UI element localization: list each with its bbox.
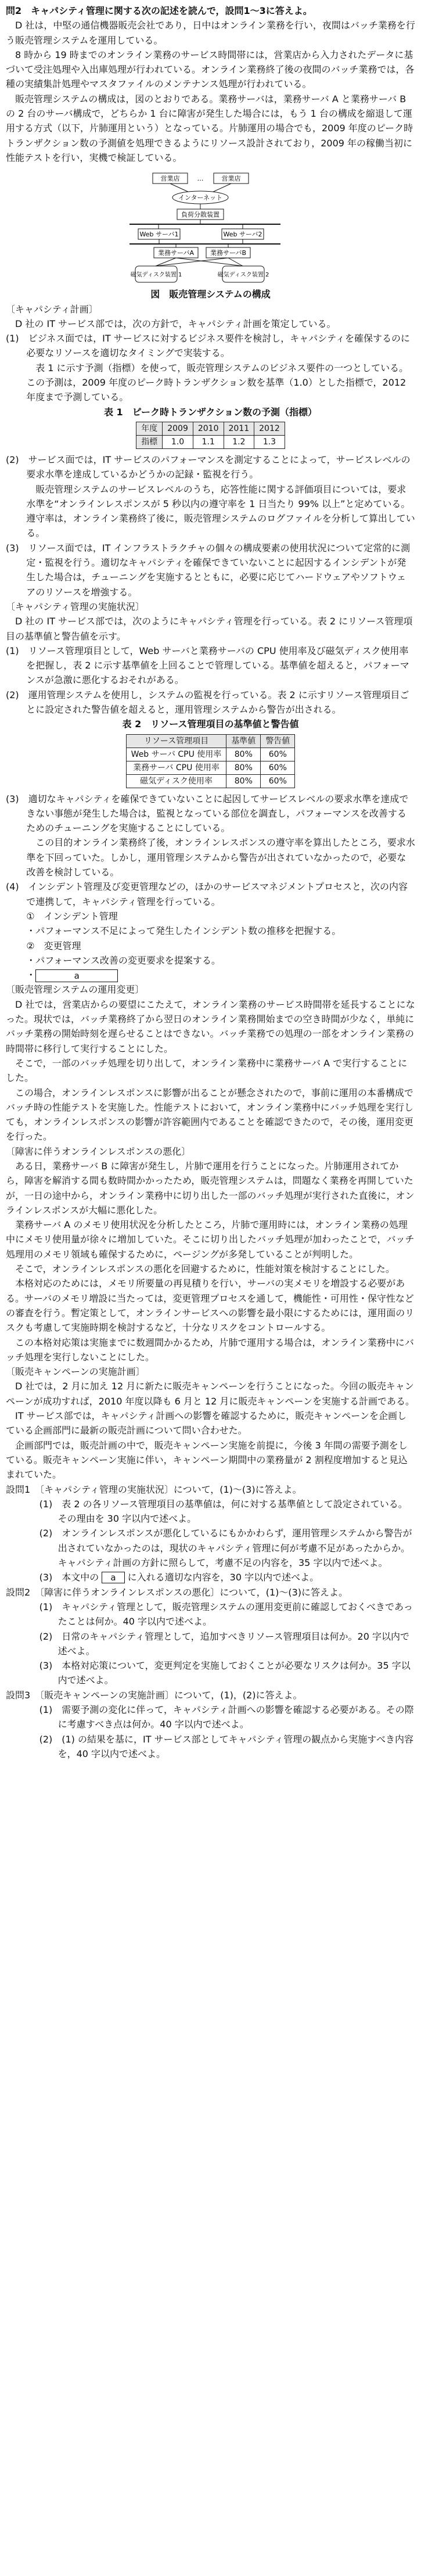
- app-server-box: [206, 247, 250, 258]
- branch-box: [153, 173, 188, 184]
- body-text: 本格対応のためには，メモリ所要量の再見積りを行い，サーバの実メモリを増設する必要がある。サーバのメモリ増設に当たっては，変更管理プロセスを通して，機能性・可用性・保守性などの審査を行う。暫定策として，オンラインサービスへの影響を最小限にするためには，運用面のリスクも考慮して実施時期を検討するなど，十分なリスクをコントロールする。: [6, 1278, 415, 1334]
- table-header-cell: 基準値: [226, 734, 261, 748]
- body-text: この場合，オンラインレスポンスに影響が出ることが懸念されたので，事前に運用の本番構成でバッチ時の性能テストを実施した。性能テストにおいて，オンライン業務中にバッチ処理を実行しても，オンラインレスポンスの影響が許容範囲内であることを確認できたので，その後，運用変更を行った。: [6, 1087, 413, 1143]
- table-row: [126, 748, 295, 761]
- table-row: [126, 774, 295, 788]
- body-text: 業務サーバ A のメモリ使用状況を分析したところ，片肺で運用時には，オンライン業務の処理中にメモリ使用量が徐々に増加していた。そこに切り出したバッチ処理が加わったことで，バッチ処理用のメモリ領域も確保するために，ページングが多発していることが判明した。: [6, 1219, 415, 1260]
- load-balancer-label: 負荷分散装置: [181, 211, 220, 219]
- bullet-mark: ・: [26, 969, 36, 981]
- intro-paragraph: D 社は，中堅の通信機器販売会社であり，日中はオンライン業務を行い，夜間はバッチ業務を行う販売管理システムを運用している。: [6, 20, 415, 46]
- table-cell: 60%: [261, 774, 295, 788]
- section-heading: 〔販売管理システムの運用変更〕: [6, 984, 145, 996]
- body-text: 表 1 に示す予測（指標）を使って，販売管理システムのビジネス要件の一つとしている。この予測は，2009 年度のピーク時トランザクション数を基準（1.0）とした指標で，2012 年度まで予測している。: [26, 362, 409, 403]
- list-item: (2) 運用管理システムを使用し，システムの監視を行っている。表 2 に示すリソース管理項目ごとに設定された警告値を超えると，運用管理システムから警告が出される。: [6, 689, 409, 715]
- table-cell: 80%: [226, 748, 261, 761]
- ellipsis-label: …: [197, 175, 203, 183]
- resource-table: [126, 734, 296, 788]
- figure-caption: 図 販売管理システムの構成: [150, 289, 271, 300]
- body-text: IT サービス部では，キャパシティ計画への影響を確認するために，販売キャンペーンを企画している企画部門に最新の販売計画について問い合わせた。: [6, 1410, 406, 1436]
- section-heading: 〔キャパシティ計画〕: [6, 303, 98, 315]
- table-cell: 80%: [226, 774, 261, 788]
- branch-label: 営業店: [221, 175, 240, 183]
- internet-cloud: [172, 191, 228, 204]
- disk-cylinder: [130, 266, 182, 282]
- web-server-label: Web サーバ1: [139, 231, 178, 239]
- table-cell: 1.0: [163, 435, 193, 448]
- table-header-cell: 2011: [224, 422, 254, 435]
- question-text: に入れる適切な内容を，30 字以内で述べよ。: [127, 1572, 319, 1583]
- table-header-cell: 2009: [163, 422, 193, 435]
- section-heading: 〔キャパシティ管理の実施状況〕: [6, 601, 145, 612]
- body-text: そこで，オンラインレスポンスの悪化を回避するために，性能対策を検討することにした。: [15, 1263, 395, 1275]
- system-diagram: [6, 170, 415, 286]
- question-item: [6, 1570, 415, 1585]
- app-server-label: 業務サーバB: [210, 249, 246, 257]
- web-server-box: [222, 229, 264, 239]
- table-cell: 60%: [261, 761, 295, 774]
- list-item: (3) 適切なキャパシティを確保できていないことに起因してサービスレベルの要求水準を達成できない事態が発生した場合は，監視となっている部位を調査し，パフォーマンスを改善するためのチューニングを実施することにしている。: [6, 793, 409, 834]
- table-row: [126, 761, 295, 774]
- table-cell: 1.3: [254, 435, 285, 448]
- body-text: この本格対応策は実施までに数週間かかるため，片肺で運用する場合は，オンライン業務中にバッチ処理を実行しないことにした。: [6, 1336, 414, 1363]
- body-text: そこで，一部のバッチ処理を切り出して，オンライン業務中に業務サーバ A で実行することにした。: [6, 1057, 408, 1084]
- question-item: (2) オンラインレスポンスが悪化しているにもかかわらず，運用管理システムから警告が出されていなかったのは，現状のキャパシティ管理に何が考慮不足があったからか。キャパシティ計画の方針に照らして，考慮不足の内容を，35 字以内で述べよ。: [39, 1528, 412, 1569]
- table-cell: 1.1: [193, 435, 224, 448]
- intro-paragraph: 8 時から 19 時までのオンライン業務のサービス時間帯には，営業店から入力されたデータに基づいて受注処理や入出庫処理が行われている。オンライン業務終了後の夜間のバッチ業務では，各種の実績集計処理やマスタファイルのメンテナンス処理が行われている。: [6, 49, 415, 90]
- web-server-box: [138, 229, 180, 239]
- body-text: D 社の IT サービス部では，次のようにキャパシティ管理を行っている。表 2 にリソース管理項目の基準値と警告値を示す。: [6, 616, 413, 642]
- question-item: (1) 表 2 の各リソース管理項目の基準値は，何に対する基準値として設定されている。その理由を 30 字以内で述べよ。: [39, 1498, 408, 1525]
- sub-detail: ・パフォーマンス改善の変更要求を提案する。: [26, 954, 221, 966]
- table-header-cell: リソース管理項目: [126, 734, 226, 748]
- list-item: (3) リソース面では，IT インフラストラクチャの個々の構成要素の使用状況について定常的に測定・監視を行う。適切なキャパシティを確保できていないことに起因するインシデントが発生した場合は，チューニングを実施するとともに，必要に応じてハードウェアやソフトウェアのリソースを増強する。: [6, 542, 411, 598]
- table-cell: 磁気ディスク使用率: [126, 774, 226, 788]
- question-item: (1) キャパシティ管理として，販売管理システムの運用変更前に確認しておくべきであったことは何か。40 字以内で述べよ。: [39, 1601, 413, 1627]
- question-heading: 設問1 〔キャパシティ管理の実施状況〕について，(1)～(3)に答えよ。: [6, 1483, 302, 1495]
- table-header-row: [126, 734, 295, 748]
- list-item: (1) ビジネス面では，IT サービスに対するビジネス要件を検討し，キャパシティを確保するのに必要なリソースを適切なタイミングで実装する。: [6, 333, 411, 359]
- body-text: 企画部門では，販売計画の中で，販売キャンペーン実施を前提に，今後 3 年間の需要予測をしている。販売キャンペーン実施に伴い，キャンペーン期間中の業務量が 2 割程度増加すると見込まれていた。: [6, 1439, 408, 1481]
- section-heading: 〔障害に伴うオンラインレスポンスの悪化〕: [6, 1145, 191, 1157]
- list-item: (2) サービス面では，IT サービスのパフォーマンスを測定することによって，サービスレベルの要求水準を達成しているかどうかの記録・監視を行う。: [6, 454, 411, 480]
- list-item: (4) インシデント管理及び変更管理などの，ほかのサービスマネジメントプロセスと，次の内容で連携して，キャパシティ管理を行っている。: [6, 881, 408, 907]
- intro-paragraph: 販売管理システムの構成は，図のとおりである。業務サーバは，業務サーバ A と業務サーバ B の 2 台のサーバ構成で，どちらか 1 台に障害が発生した場合には，もう 1 台の構成を縮退して運用する方式（以下，片肺運用という）となっている。片肺運用の場合でも，2009 年度のピーク時トランザクション数の予測値を処理できるようにリソース設計されており，2009 年の稼働当初に性能テストを行い，実機で検証している。: [6, 93, 413, 163]
- branch-box: [214, 173, 249, 184]
- question-text: (3) 本文中の: [39, 1572, 99, 1583]
- body-text: ある日，業務サーバ B に障害が発生し，片肺で運用を行うことになった。片肺運用されてから，障害を解消する間も数時間かかったため，販売管理システムは，問題なく業務を再開していたが，一日の途中から，オンライン業務中に切り出した一部のバッチ処理が実行された直後に，オンラインレスポンスが大幅に悪化した。: [6, 1161, 415, 1216]
- table-cell: 1.2: [224, 435, 254, 448]
- question-item: (2) 日常のキャパシティ管理として，追加すべきリソース管理項目は何か。20 字以内で述べよ。: [39, 1630, 409, 1657]
- question-heading: 設問2 〔障害に伴うオンラインレスポンスの悪化〕について，(1)～(3)に答えよ。: [6, 1586, 348, 1598]
- table-cell: 80%: [226, 761, 261, 774]
- sub-heading: ① インシデント管理: [26, 910, 118, 922]
- table-header-cell: 2012: [254, 422, 285, 435]
- body-text: D 社の IT サービス部では，次の方針で，キャパシティ計画を策定している。: [15, 318, 336, 329]
- question-item: (2) (1) の結果を基に，IT サービス部としてキャパシティ管理の観点から実施すべき内容を，40 字以内で述べよ。: [39, 1733, 413, 1759]
- question-item: (1) 需要予測の変化に伴って，キャパシティ計画への影響を確認する必要がある。その際に考慮すべき点は何か。40 字以内で述べよ。: [39, 1704, 414, 1730]
- section-heading: 〔販売キャンペーンの実施計画〕: [6, 1366, 145, 1378]
- table-header-row: [136, 422, 285, 435]
- forecast-table: [136, 422, 285, 449]
- app-server-box: [154, 247, 198, 258]
- table-row: [136, 435, 285, 448]
- sub-detail-blank: [6, 968, 415, 982]
- web-server-label: Web サーバ2: [223, 231, 262, 239]
- table-cell: 業務サーバ CPU 使用率: [126, 761, 226, 774]
- question-title: 問2 キャパシティ管理に関する次の記述を読んで，設問1～3に答えよ。: [6, 5, 312, 16]
- question-item: (3) 本格対応策について，変更判定を実施しておくことが必要なリスクは何か。35 字以内で述べよ。: [39, 1660, 411, 1686]
- body-text: D 社では，2 月に加え 12 月に新たに販売キャンペーンを行うことになった。今回の販売キャンペーンが成功すれば，2010 年度以降も 6 月と 12 月に販売キャンペーンを実施する計画である。: [6, 1381, 415, 1407]
- branch-label: 営業店: [160, 175, 179, 183]
- answer-blank-a: a: [35, 969, 118, 982]
- body-text: この目的オンライン業務終了後，オンラインレスポンスの遵守率を算出したところ，要求水準を下回っていた。しかし，運用管理システムから警告が出されていなかったので，必要な改善を検討している。: [26, 837, 415, 878]
- table-caption: 表 1 ピーク時トランザクション数の予測（指標）: [103, 406, 318, 418]
- disk-label: 磁気ディスク装置 2: [217, 272, 269, 279]
- table-caption: 表 2 リソース管理項目の基準値と警告値: [122, 718, 299, 730]
- answer-blank-a: a: [102, 1572, 124, 1583]
- body-text: D 社では，営業店からの要望にこたえて，オンライン業務のサービス時間帯を延長することになった。現状では，バッチ業務終了から翌日のオンライン業務開始までの空き時間が少なく，単純にバッチ業務の開始時刻を遅らせることはできない。バッチ業務での処理の一部をオンライン業務の時間帯に移行して実行することにした。: [6, 998, 415, 1054]
- load-balancer-box: [177, 209, 224, 220]
- table-header-cell: 警告値: [261, 734, 295, 748]
- table-cell: 60%: [261, 748, 295, 761]
- table-header-cell: 年度: [136, 422, 163, 435]
- sub-detail: ・パフォーマンス不足によって発生したインシデント数の推移を把握する。: [26, 925, 341, 937]
- question-heading: 設問3 〔販売キャンペーンの実施計画〕について，(1)，(2)に答えよ。: [6, 1689, 303, 1701]
- sub-heading: ② 変更管理: [26, 940, 81, 951]
- app-server-label: 業務サーバA: [157, 249, 194, 257]
- disk-cylinder: [217, 266, 269, 282]
- internet-label: インターネット: [178, 194, 222, 202]
- table-cell: Web サーバ CPU 使用率: [126, 748, 226, 761]
- table-cell: 指標: [136, 435, 163, 448]
- disk-label: 磁気ディスク装置 1: [130, 272, 182, 279]
- body-text: 販売管理システムのサービスレベルのうち，応答性能に関する評価項目については，要求水準を“オンラインレスポンスが 5 秒以内の遵守率を 1 日当たり 99% 以上”と定めている。遵守率は，オンライン業務終了後に，販売管理システムのログファイルを分析して算出している。: [26, 483, 415, 539]
- list-item: (1) リソース管理項目として，Web サーバと業務サーバの CPU 使用率及び磁気ディスク使用率を把握し，表 2 に示す基準値を上回ることで管理している。基準値を超えると，パフォーマンスが急激に悪化するおそれがある。: [6, 645, 409, 686]
- table-header-cell: 2010: [193, 422, 224, 435]
